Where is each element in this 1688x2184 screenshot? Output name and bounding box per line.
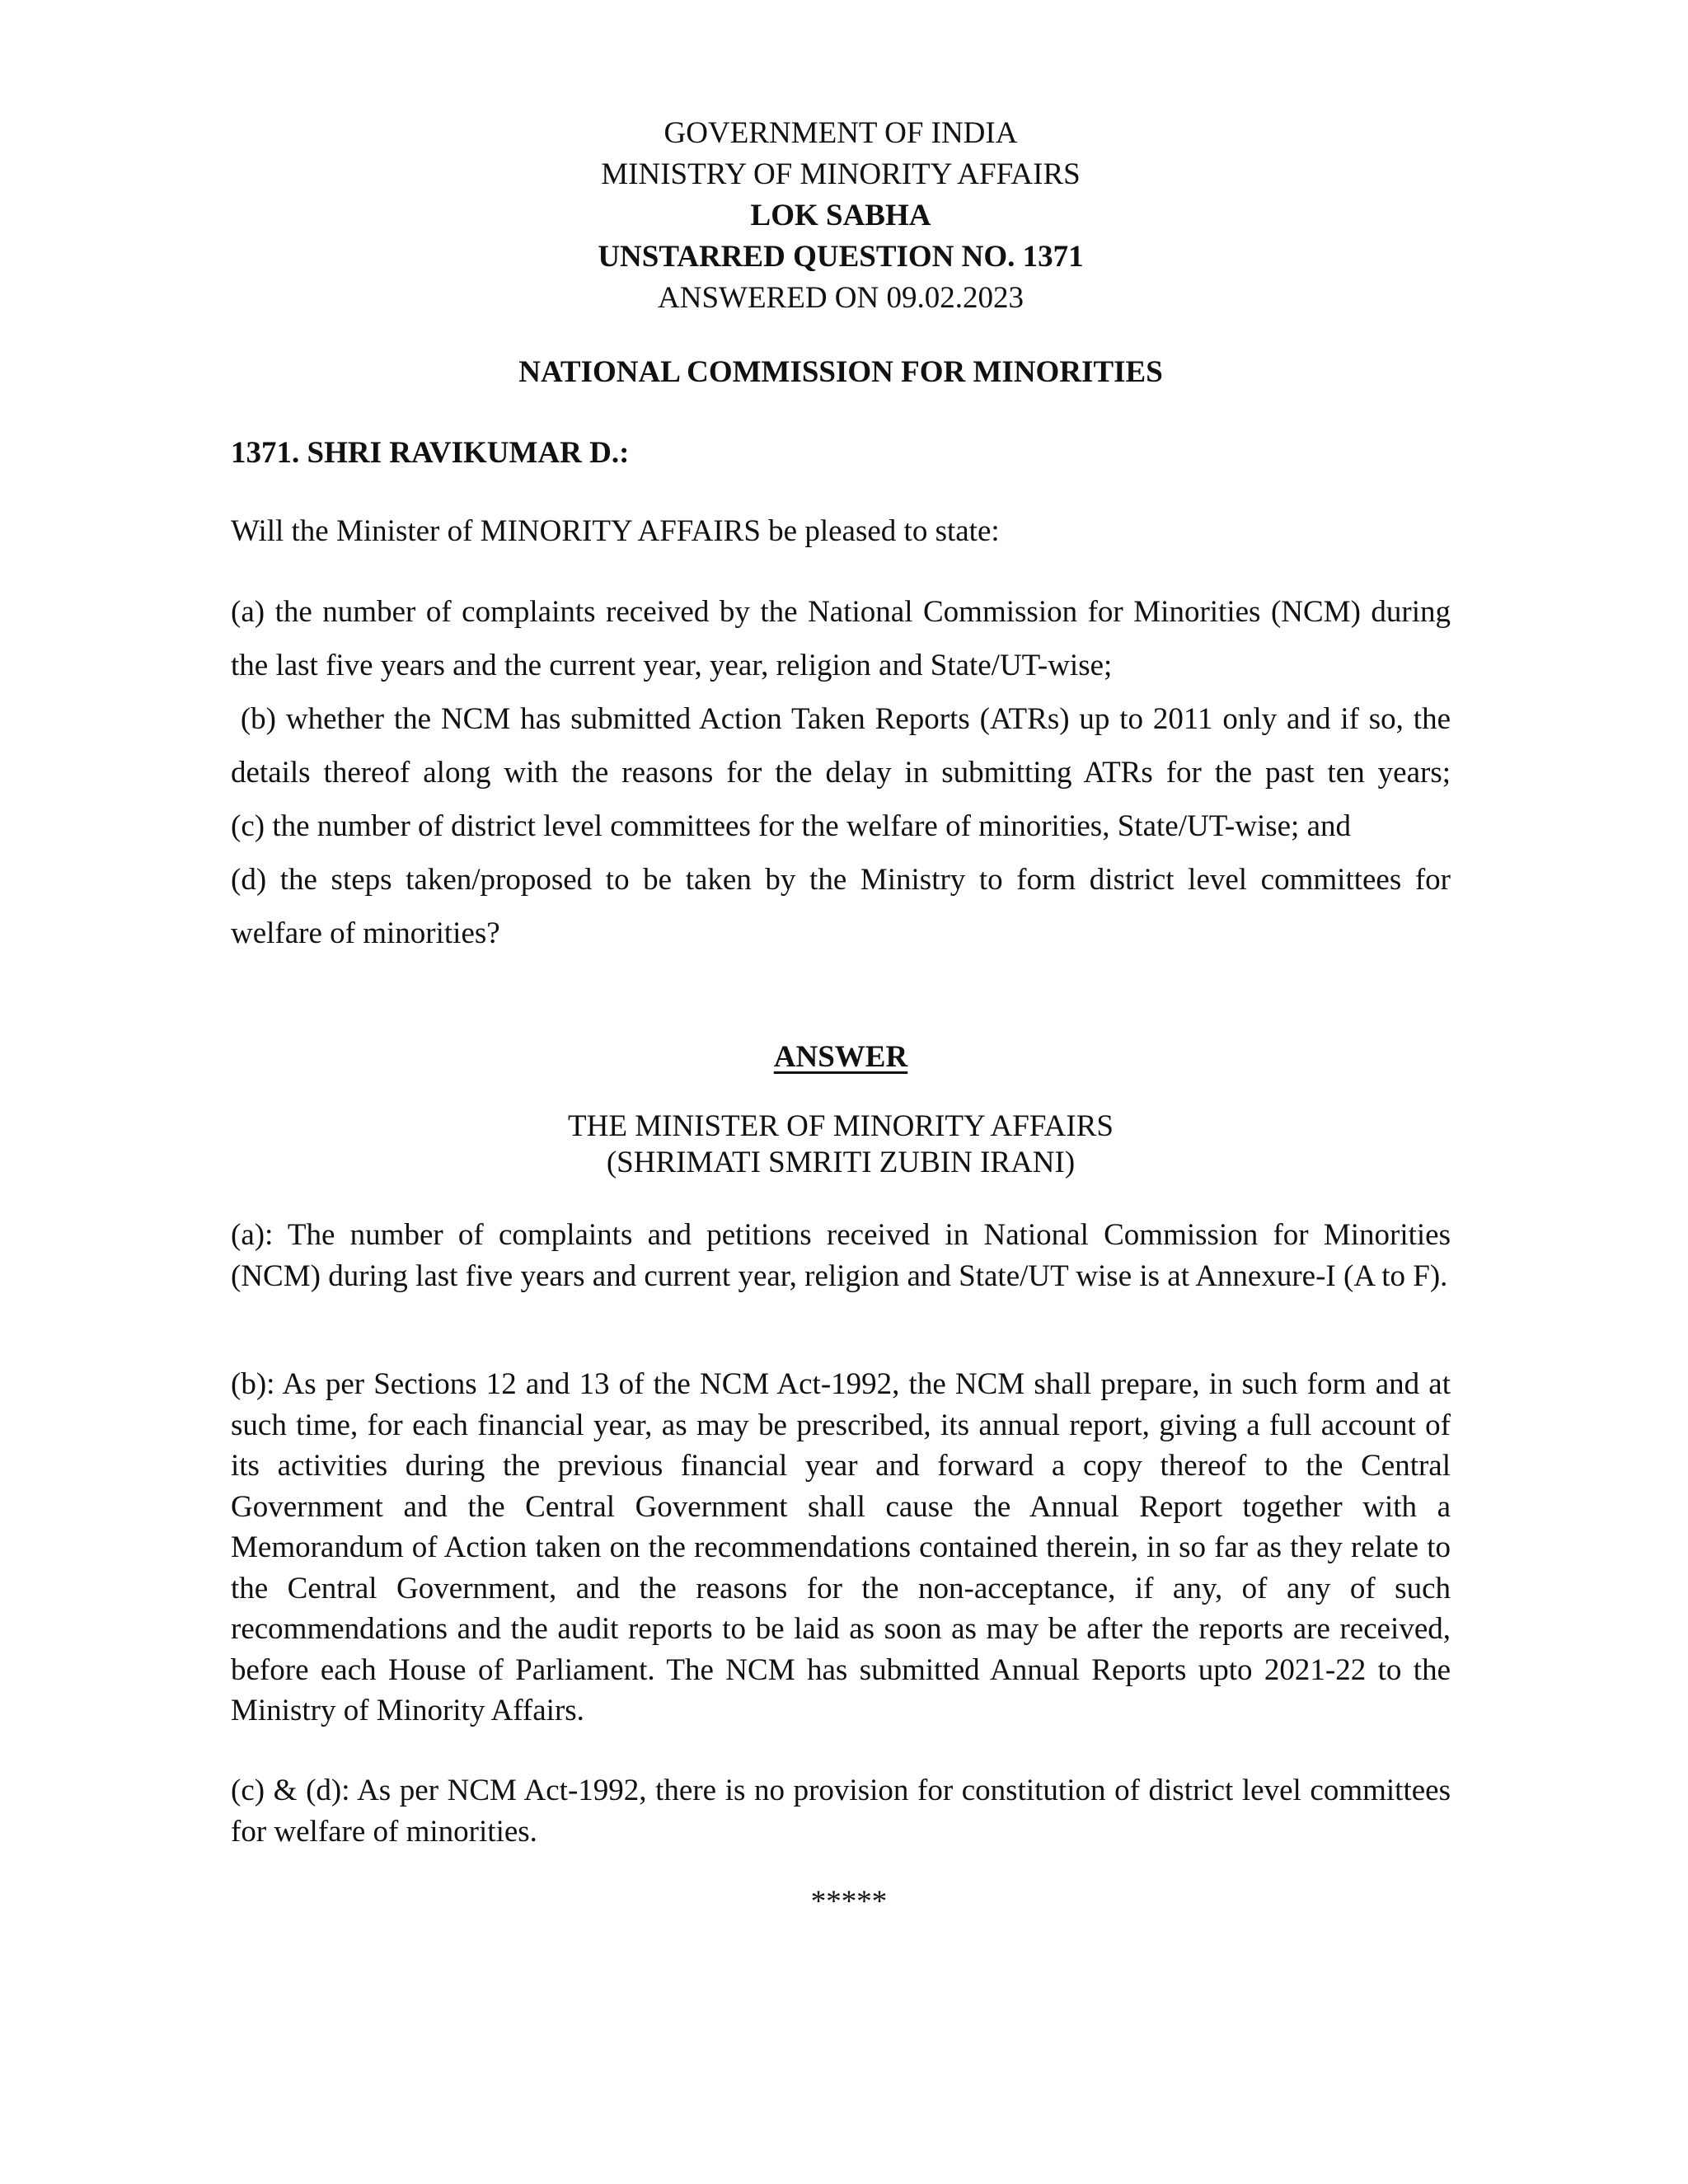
question-line: (a) the number of complaints received by the National Commission for Minorities (NCM) during [231,595,1451,629]
question-line: welfare of minorities? [231,916,500,950]
answer-part-c-d: (c) & (d): As per NCM Act-1992, there is no provision for constitution of district level committees for welfare of minorities. [231,1774,1451,1849]
header-house: LOK SABHA [750,199,931,232]
minister-title: THE MINISTER OF MINORITY AFFAIRS [568,1109,1114,1143]
header-answered-date: ANSWERED ON 09.02.2023 [658,281,1024,315]
header-question-number: UNSTARRED QUESTION NO. 1371 [598,240,1084,274]
minister-name: (SHRIMATI SMRITI ZUBIN IRANI) [606,1146,1076,1179]
question-line: (d) the steps taken/proposed to be taken by the Ministry to form district level committees for [231,863,1451,897]
answer-heading [231,1037,1451,1078]
header-ministry: MINISTRY OF MINORITY AFFAIRS [601,157,1081,191]
answer-title: ANSWER [773,1040,908,1074]
question-line: (c) the number of district level committees for the welfare of minorities, State/UT-wise; and [231,809,1351,843]
member-name: 1371. SHRI RAVIKUMAR D.: [231,436,630,470]
header-government: GOVERNMENT OF INDIA [663,116,1018,150]
subject-heading: NATIONAL COMMISSION FOR MINORITIES [518,355,1163,389]
question-line: (b) whether the NCM has submitted Action Taken Reports (ATRs) up to 2011 only and if so, the [231,702,1451,736]
answer-part-b: (b): As per Sections 12 and 13 of the NCM Act-1992, the NCM shall prepare, in such form and at such time, for each financial year, as may be prescribed, its annual report, giving a full account of its activities during the previous financial year and forward a copy thereof to the Central Government and the Central Government shall cause the Annual Report together with a Memorandum of Action taken on the recommendations contained therein, in so far as they relate to the Central Government, and the reasons for the non-acceptance, if any, of any of such recommendations and the audit reports to be laid as soon as may be after the reports are received, before each House of Parliament. The NCM has submitted Annual Reports upto 2021-22 to the Ministry of Minority Affairs. [231,1367,1451,1727]
question-line: the last five years and the current year, year, religion and State/UT-wise; [231,649,1113,682]
question-line: details thereof along with the reasons for the delay in submitting ATRs for the past ten years; [231,756,1451,790]
answer-part-a: (a): The number of complaints and petitions received in National Commission for Minorities (NCM) during last five years and current year, religion and State/UT wise is at Annexure-I (A to F). [231,1218,1451,1293]
end-mark: ***** [810,1885,888,1919]
question-intro: Will the Minister of MINORITY AFFAIRS be pleased to state: [231,514,1000,548]
